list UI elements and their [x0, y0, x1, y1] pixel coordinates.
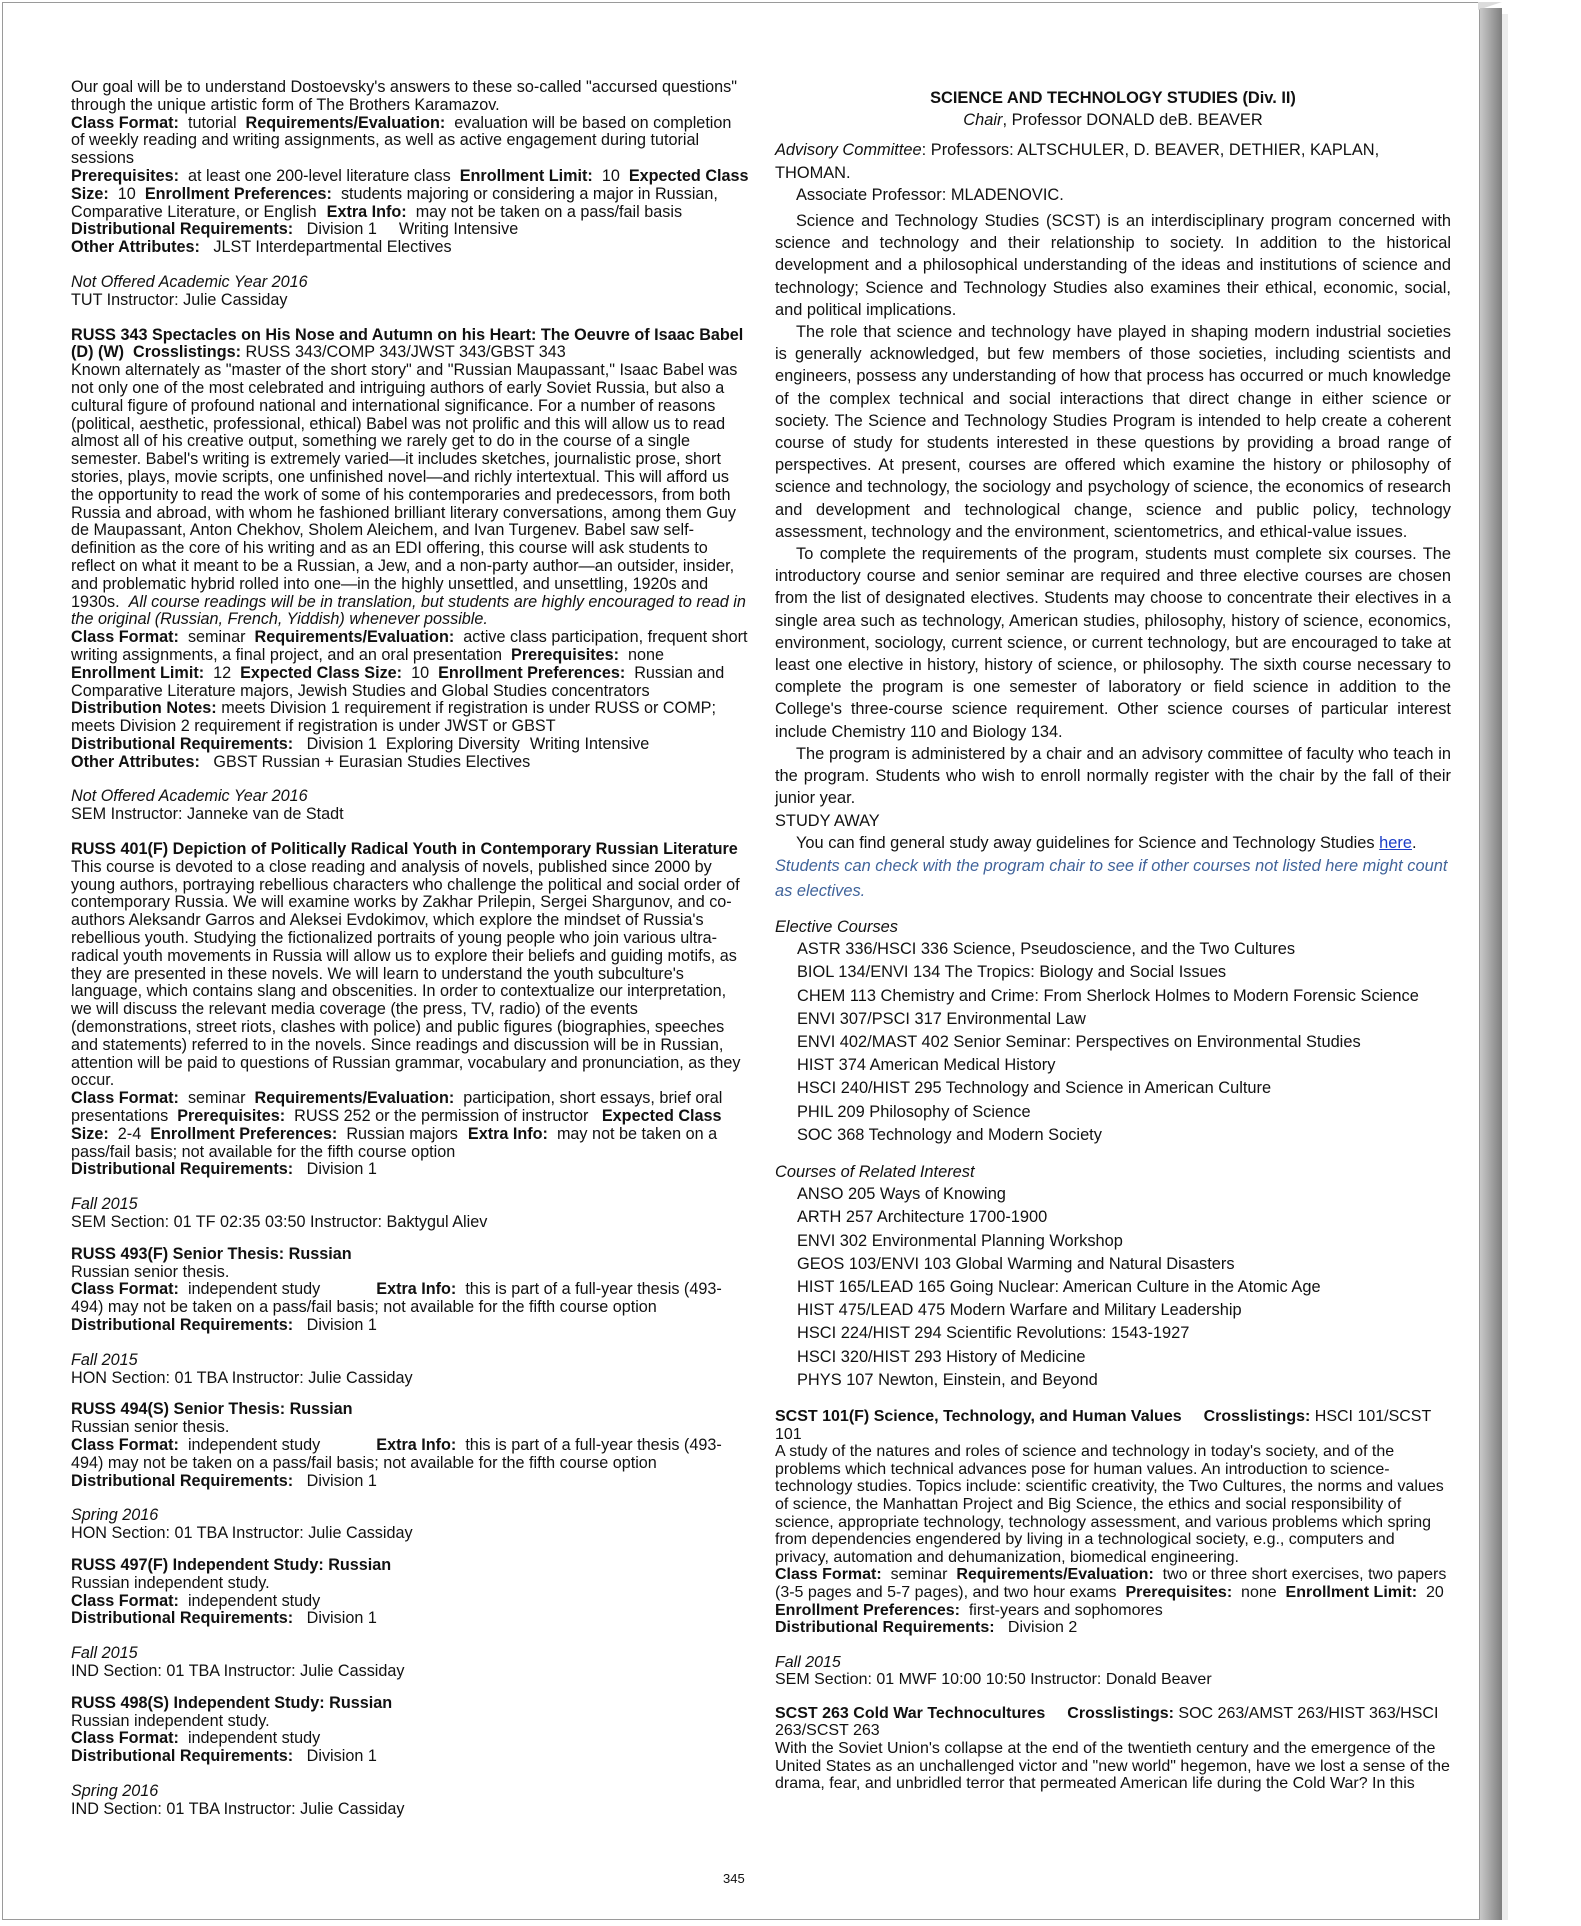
offering-section: SEM Instructor: Janneke van de Stadt: [71, 805, 344, 824]
intro-paragraph-1: Science and Technology Studies (SCST) is an interdisciplinary program concerned with science and technology and their relationship to society. In addition to the historical development and a philosophical understanding of the ideas and institutions of science and technology; Science and Technology Studies also examines their ethical, economic, social, and political implications.: [775, 212, 1451, 319]
label-extra-info: Extra Info:: [376, 1280, 457, 1299]
chair-name: , Professor DONALD deB. BEAVER: [1002, 111, 1263, 130]
department-chair: [775, 109, 1451, 131]
course-block-russ-498: [71, 1695, 749, 1766]
value-requirements: evaluation will be based on completion of weekly reading and writing assignments, as well as active engagement during tutorial sessions: [71, 113, 732, 168]
value-distributional-2: Writing Intensive: [398, 220, 519, 239]
value-class-size: 10: [117, 184, 136, 203]
page-edge-shadow: [1502, 14, 1508, 1920]
value-class-format: independent study: [187, 1435, 321, 1454]
list-item: CHEM 113 Chemistry and Crime: From Sherlock Holmes to Modern Forensic Science: [797, 986, 1419, 1005]
label-class-format: Class Format:: [71, 628, 179, 647]
value-distributional: Division 1: [306, 1609, 377, 1628]
label-class-size: Expected Class Size:: [71, 1107, 722, 1143]
course-title: RUSS 401(F) Depiction of Politically Radical Youth in Contemporary Russian Literature: [71, 840, 738, 859]
page-number: 345: [723, 1871, 745, 1886]
value-distributional-1: Division 1: [306, 734, 377, 753]
label-requirements: Requirements/Evaluation:: [254, 628, 455, 647]
label-enrollment-limit: Enrollment Limit:: [71, 663, 205, 682]
course-title: RUSS 494(S) Senior Thesis: Russian: [71, 1400, 353, 1419]
label-crosslistings: Crosslistings:: [133, 343, 241, 362]
value-enrollment-preferences: students majoring or considering a major in Russian, Comparative Literature, or English: [71, 184, 718, 221]
study-away-text: [775, 832, 1451, 854]
course-description: With the Soviet Union's collapse at the end of the twentieth century and the emergence of the United States as an unchallenged victor and "new world" hegemon, have we lost a sense of the drama, fear, and unbridled terror that permeated American life during the Cold War? In this: [775, 1740, 1450, 1793]
value-other-attributes: JLST Interdepartmental Electives: [213, 238, 452, 257]
course-title: RUSS 497(F) Independent Study: Russian: [71, 1555, 392, 1574]
value-extra-info: this is part of a full-year thesis (493-494) may not be taken on a pass/fail basis; not available for the fifth course option: [71, 1435, 722, 1472]
value-distributional: Division 1: [306, 1747, 377, 1766]
advisory-members: : Professors: ALTSCHULER, D. BEAVER, DETHIER, KAPLAN, THOMAN.: [775, 141, 1380, 182]
related-courses-label: Courses of Related Interest: [775, 1162, 975, 1181]
list-item: BIOL 134/ENVI 134 The Tropics: Biology and Social Issues: [797, 963, 1227, 982]
advisory-label: Advisory Committee: [775, 141, 922, 160]
offering-section: SEM Section: 01 TF 02:35 03:50 Instructor: Baktygul Aliev: [71, 1213, 488, 1232]
elective-courses-label: Elective Courses: [775, 917, 898, 936]
offering-russ-401: [71, 1196, 749, 1232]
label-prerequisites: Prerequisites:: [1125, 1583, 1233, 1601]
offering-russ-497: [71, 1645, 749, 1681]
course-title: SCST 101(F) Science, Technology, and Human Values: [775, 1407, 1182, 1425]
offering-intro: [71, 274, 749, 310]
list-item: HSCI 240/HIST 295 Technology and Science in American Culture: [797, 1079, 1272, 1098]
label-extra-info: Extra Info:: [376, 1435, 457, 1454]
study-away-sentence: You can find general study away guidelines for Science and Technology Studies: [796, 833, 1380, 852]
value-enrollment-limit: 10: [601, 166, 620, 185]
label-distributional: Distributional Requirements:: [71, 734, 294, 753]
elective-courses-list: [797, 938, 1451, 1147]
label-class-format: Class Format:: [71, 1591, 179, 1610]
offering-scst-101: [775, 1654, 1451, 1689]
value-distributional: Division 1: [306, 1471, 377, 1490]
list-item: ENVI 307/PSCI 317 Environmental Law: [797, 1009, 1086, 1028]
value-class-format: tutorial: [187, 113, 237, 132]
label-distributional: Distributional Requirements:: [775, 1619, 995, 1637]
intro-line-1: Our goal will be to understand Dostoevsky's answers to these so-called "accursed questions": [71, 78, 738, 96]
course-russ-493: [71, 1246, 749, 1335]
course-russ-497: [71, 1557, 749, 1628]
list-item: ARTH 257 Architecture 1700-1900: [797, 1208, 1048, 1227]
offering-term: Not Offered Academic Year 2016: [71, 272, 308, 291]
course-title: RUSS 493(F) Senior Thesis: Russian: [71, 1244, 352, 1263]
list-item: HSCI 320/HIST 293 History of Medicine: [797, 1347, 1086, 1366]
label-class-format: Class Format:: [71, 1089, 179, 1108]
course-block-scst-101: [775, 1408, 1451, 1689]
value-crosslistings: RUSS 343/COMP 343/JWST 343/GBST 343: [245, 343, 566, 362]
label-other-attributes: Other Attributes:: [71, 238, 200, 257]
value-distributional: Division 2: [1007, 1619, 1078, 1637]
list-item: ENVI 402/MAST 402 Senior Seminar: Perspectives on Environmental Studies: [797, 1032, 1361, 1051]
value-extra-info: may not be taken on a pass/fail basis: [415, 202, 683, 221]
value-extra-info: this is part of a full-year thesis (493-494) may not be taken on a pass/fail basis; not available for the fifth course option: [71, 1280, 722, 1317]
value-prerequisites: at least one 200-level literature class: [187, 166, 451, 185]
label-prerequisites: Prerequisites:: [177, 1107, 286, 1126]
study-away-link[interactable]: here: [1379, 833, 1412, 852]
chair-label: Chair: [963, 111, 1003, 130]
value-prerequisites: RUSS 252 or the permission of instructor: [294, 1107, 589, 1126]
label-extra-info: Extra Info:: [467, 1124, 548, 1143]
list-item: HIST 475/LEAD 475 Modern Warfare and Military Leadership: [797, 1301, 1242, 1320]
course-description: This course is devoted to a close reading and analysis of novels, published since 2000 by young authors, portraying rebellious characters who challenge the political and social order of contemporary Russia. We will examine works by Zakhar Prilepin, Sergei Shargunov, and co-authors Aleksandr Garros and Aleksei Evdokimov, which explore the mindset of Russia's rebellious youth. Studying the fictionalized portraits of young people who join various ultra-radical youth movements in Russia will allow us to explore their beliefs and guiding motifs, as they are presented in these novels. We will learn to understand the youth subculture's language, which contains slang and obscenities. In order to contextualize our interpretation, we will discuss the relevant media coverage (the press, TV, radio) of the events (demonstrations, street riots, clashes with police) and public figures (biographies, speeches and statements) referred to in the novels. Since readings and discussion will be in Russian, attention will be paid to questions of Russian grammar, vocabulary and pronunciation, as they occur.: [71, 857, 741, 1090]
label-class-format: Class Format:: [71, 1280, 179, 1299]
course-description-note: All course readings will be in translation, but students are highly encouraged to read in the original (Russian, French, Yiddish) whenever possible.: [71, 592, 746, 629]
value-crosslistings: HSCI 101/SCST 101: [775, 1407, 1431, 1443]
list-item: ASTR 336/HSCI 336 Science, Pseudoscience, and the Two Cultures: [797, 940, 1296, 959]
program-note: Students can check with the program chair to see if other courses not listed here might count as electives.: [775, 856, 1448, 900]
label-requirements: Requirements/Evaluation:: [956, 1566, 1154, 1584]
label-prerequisites: Prerequisites:: [71, 166, 179, 185]
offering-term: Not Offered Academic Year 2016: [71, 787, 308, 806]
page-edge: [1480, 8, 1502, 1920]
course-description: A study of the natures and roles of science and technology in today's society, and of the problems which technical advances pose for human values. An introduction to science-technology studies. Topics include: scientific creativity, the Two Cultures, the norms and values of science, the Manhattan Project and Big Science, the ethics and social responsibility of science, appropriate technology, technology assessment, and various problems which spring from dependencies engendered by living in a technological society, e.g., computers and privacy, automation and dehumanization, biomedical engineering.: [775, 1443, 1444, 1566]
value-class-format: independent study: [187, 1729, 321, 1748]
label-enrollment-preferences: Enrollment Preferences:: [438, 663, 626, 682]
label-extra-info: Extra Info:: [326, 202, 407, 221]
value-requirements: active class participation, frequent short writing assignments, a final project, and an oral presentation: [71, 628, 748, 664]
offering-russ-494: [71, 1507, 749, 1543]
value-crosslistings: SOC 263/AMST 263/HIST 363/HSCI 263/SCST 263: [775, 1704, 1439, 1740]
catalog-page: [2, 2, 1480, 1920]
course-details: [71, 115, 749, 257]
value-class-format: seminar: [187, 1089, 246, 1108]
course-russ-498: [71, 1695, 749, 1766]
label-prerequisites: Prerequisites:: [511, 645, 619, 664]
label-enrollment-limit: Enrollment Limit:: [459, 166, 593, 185]
value-prerequisites: none: [1241, 1583, 1277, 1601]
course-block-russ-497: [71, 1557, 749, 1628]
label-class-size: Expected Class Size:: [71, 166, 749, 203]
value-class-format: independent study: [187, 1591, 321, 1610]
value-requirements: participation, short essays, brief oral presentations: [71, 1089, 723, 1126]
list-item: ENVI 302 Environmental Planning Workshop: [797, 1231, 1123, 1250]
value-prerequisites: none: [627, 645, 664, 664]
course-block-russ-401: [71, 841, 749, 1179]
offering-section: IND Section: 01 TBA Instructor: Julie Cassiday: [71, 1661, 405, 1680]
value-class-size: 2-4: [117, 1124, 142, 1143]
course-block-russ-493: [71, 1246, 749, 1335]
associate-professor: Associate Professor: MLADENOVIC.: [796, 185, 1064, 204]
value-requirements: two or three short exercises, two papers (3-5 pages and 5-7 pages), and two hour exams: [775, 1566, 1447, 1601]
label-distributional: Distributional Requirements:: [71, 1609, 294, 1628]
advisory-committee: [775, 139, 1451, 183]
list-item: PHYS 107 Newton, Einstein, and Beyond: [797, 1370, 1098, 1389]
label-class-format: Class Format:: [71, 113, 179, 132]
course-block-russ-494: [71, 1401, 749, 1490]
course-scst-263: [775, 1705, 1451, 1793]
course-description: Russian independent study.: [71, 1711, 270, 1730]
label-distributional: Distributional Requirements:: [71, 1471, 294, 1490]
offering-term: Fall 2015: [71, 1195, 138, 1214]
value-enrollment-preferences: first-years and sophomores: [968, 1601, 1163, 1619]
list-item: HIST 374 American Medical History: [797, 1056, 1056, 1075]
list-item: HIST 165/LEAD 165 Going Nuclear: American Culture in the Atomic Age: [797, 1277, 1321, 1296]
offering-russ-498: [71, 1783, 749, 1819]
value-distributional: Division 1: [306, 1160, 377, 1179]
intro-paragraph-4: The program is administered by a chair and an advisory committee of faculty who teach in the program. Students who wish to enroll normally register with the chair by the fall of their junior year.: [775, 744, 1451, 808]
value-other-attributes: GBST Russian + Eurasian Studies Electives: [213, 752, 531, 771]
course-russ-401: [71, 841, 749, 1179]
label-class-format: Class Format:: [71, 1729, 179, 1748]
course-block-russ-343: [71, 327, 749, 772]
course-description: Russian independent study.: [71, 1573, 270, 1592]
course-description: Russian senior thesis.: [71, 1418, 230, 1437]
offering-section: HON Section: 01 TBA Instructor: Julie Cassiday: [71, 1524, 413, 1543]
offering-russ-493: [71, 1352, 749, 1388]
list-item: GEOS 103/ENVI 103 Global Warming and Natural Disasters: [797, 1254, 1235, 1273]
right-column: [775, 87, 1451, 1793]
label-distributional: Distributional Requirements:: [71, 1747, 294, 1766]
value-enrollment-preferences: Russian and Comparative Literature majors, Jewish Studies and Global Studies concentrators: [71, 663, 725, 700]
intro-line-2: through the unique artistic form of The Brothers Karamazov.: [71, 95, 500, 114]
list-item: ANSO 205 Ways of Knowing: [797, 1185, 1006, 1204]
value-distributional-2: Exploring Diversity: [385, 734, 520, 753]
label-class-format: Class Format:: [71, 1435, 179, 1454]
label-other-attributes: Other Attributes:: [71, 752, 200, 771]
offering-term: Fall 2015: [71, 1644, 138, 1663]
list-item: SOC 368 Technology and Modern Society: [797, 1125, 1102, 1144]
value-class-format: independent study: [187, 1280, 321, 1299]
offering-term: Fall 2015: [775, 1653, 841, 1671]
label-distributional: Distributional Requirements:: [71, 1160, 294, 1179]
label-requirements: Requirements/Evaluation:: [245, 113, 446, 132]
course-block-intro: [71, 79, 749, 257]
course-title: RUSS 498(S) Independent Study: Russian: [71, 1693, 393, 1712]
label-enrollment-limit: Enrollment Limit:: [1285, 1583, 1418, 1601]
offering-term: Spring 2016: [71, 1781, 159, 1800]
related-courses-list: [797, 1183, 1451, 1392]
offering-term: Spring 2016: [71, 1506, 159, 1525]
label-requirements: Requirements/Evaluation:: [254, 1089, 455, 1108]
value-extra-info: may not be taken on a pass/fail basis; not available for the fifth course option: [71, 1124, 718, 1161]
study-away-period: .: [1411, 833, 1417, 852]
course-title: SCST 263 Cold War Technocultures: [775, 1704, 1046, 1722]
value-distribution-notes: meets Division 1 requirement if registration is under RUSS or COMP; meets Division 2 requirement if registration is under JWST or GBST: [71, 699, 716, 736]
label-distribution-notes: Distribution Notes:: [71, 699, 217, 718]
list-item: PHIL 209 Philosophy of Science: [797, 1102, 1031, 1121]
label-distributional: Distributional Requirements:: [71, 1316, 294, 1334]
intro-paragraph-2: The role that science and technology have played in shaping modern industrial societies is generally acknowledged, but few members of those societies, including scientists and engineers, possess any understanding of how that process has occurred or much knowledge of the complex technical and social interactions that direct change in either science or society. The Science and Technology Studies Program is intended to help create a coherent course of study for students interested in these questions by providing a broad range of perspectives. At present, courses are offered which examine the history or philosophy of science and technology, the sociology and psychology of science, the economics of research and development and technological change, science and public policy, technology assessment, technology and the environment, scientometrics, and ethical-value issues.: [775, 323, 1451, 541]
course-block-scst-263: [775, 1705, 1451, 1793]
value-enrollment-limit: 12: [213, 663, 232, 682]
label-distributional: Distributional Requirements:: [71, 220, 294, 239]
value-class-size: 10: [411, 663, 430, 682]
value-distributional-1: Division 1: [306, 220, 377, 239]
study-away-heading: STUDY AWAY: [775, 811, 880, 830]
course-russ-494: [71, 1401, 749, 1490]
intro-paragraph-3: To complete the requirements of the program, students must complete six courses. The introductory course and senior seminar are required and three elective courses are chosen from the list of designated electives. Students may choose to concentrate their electives in a single area such as technology, American studies, philosophy, history of science, economics, environment, sociology, current science, or current technology, but are encouraged to take at least one elective in history, history of science, or philosophy. The sixth course necessary to complete the program is one semester of laboratory or field science in addition to the College's three-course science requirement. Other science courses of particular interest include Chemistry 110 and Biology 134.: [775, 545, 1451, 741]
value-enrollment-limit: 20: [1425, 1583, 1444, 1601]
offering-russ-343: [71, 788, 749, 824]
offering-section: TUT Instructor: Julie Cassiday: [71, 290, 288, 309]
offering-term: Fall 2015: [71, 1350, 138, 1369]
label-crosslistings: Crosslistings:: [1203, 1407, 1311, 1425]
value-enrollment-preferences: Russian majors: [346, 1124, 458, 1143]
label-enrollment-preferences: Enrollment Preferences:: [775, 1601, 960, 1619]
label-class-size: Expected Class Size:: [240, 663, 403, 682]
offering-section: HON Section: 01 TBA Instructor: Julie Cassiday: [71, 1368, 413, 1387]
left-column: [71, 79, 749, 1819]
course-russ-343: [71, 327, 749, 772]
value-distributional-3: Writing Intensive: [529, 734, 650, 753]
offering-section: SEM Section: 01 MWF 10:00 10:50 Instructor: Donald Beaver: [775, 1671, 1212, 1689]
label-enrollment-preferences: Enrollment Preferences:: [150, 1124, 338, 1143]
value-class-format: seminar: [890, 1566, 948, 1584]
course-description: Russian senior thesis.: [71, 1262, 230, 1281]
offering-section: IND Section: 01 TBA Instructor: Julie Cassiday: [71, 1799, 405, 1818]
label-class-format: Class Format:: [775, 1566, 882, 1584]
list-item: HSCI 224/HIST 294 Scientific Revolutions: 1543-1927: [797, 1324, 1190, 1343]
course-title: RUSS 343 Spectacles on His Nose and Autumn on his Heart: The Oeuvre of Isaac Babel (D) (W): [71, 325, 744, 362]
value-class-format: seminar: [187, 628, 246, 647]
value-distributional: Division 1: [306, 1316, 377, 1334]
label-enrollment-preferences: Enrollment Preferences:: [144, 184, 332, 203]
course-scst-101: [775, 1408, 1451, 1637]
course-description: Known alternately as "master of the short story" and "Russian Maupassant," Isaac Babel was not only one of the most celebrated and intriguing authors of early Soviet Russia, but also a cultural figure of profound national and international significance. For a number of reasons (political, aesthetic, professional, ethical) Babel was not prolific and this will allow us to read almost all of his creative output, something we rarely get to do in the course of a single semester. Babel's writing is extremely varied—it includes sketches, journalistic prose, short stories, plays, movie scripts, one unfinished novel—and richly intertextual. This will afford us the opportunity to read the work of some of his contemporaries and predecessors, from both Russia and abroad, with whom he fashioned brilliant literary conversations, among them Guy de Maupassant, Anton Chekhov, Sholem Aleichem, and Ivan Turgenev. Babel saw self-definition as the core of his writing and as an EDI offering, this course will ask students to reflect on what it meant to be a Russian, a Jew, and a non-party author—an outsider, insider, and problematic hybrid rolled into one—in the highly unsettled, and unsettling, 1920s and 1930s.: [71, 361, 738, 611]
label-crosslistings: Crosslistings:: [1067, 1704, 1174, 1722]
department-title: SCIENCE AND TECHNOLOGY STUDIES (Div. II): [930, 89, 1296, 107]
